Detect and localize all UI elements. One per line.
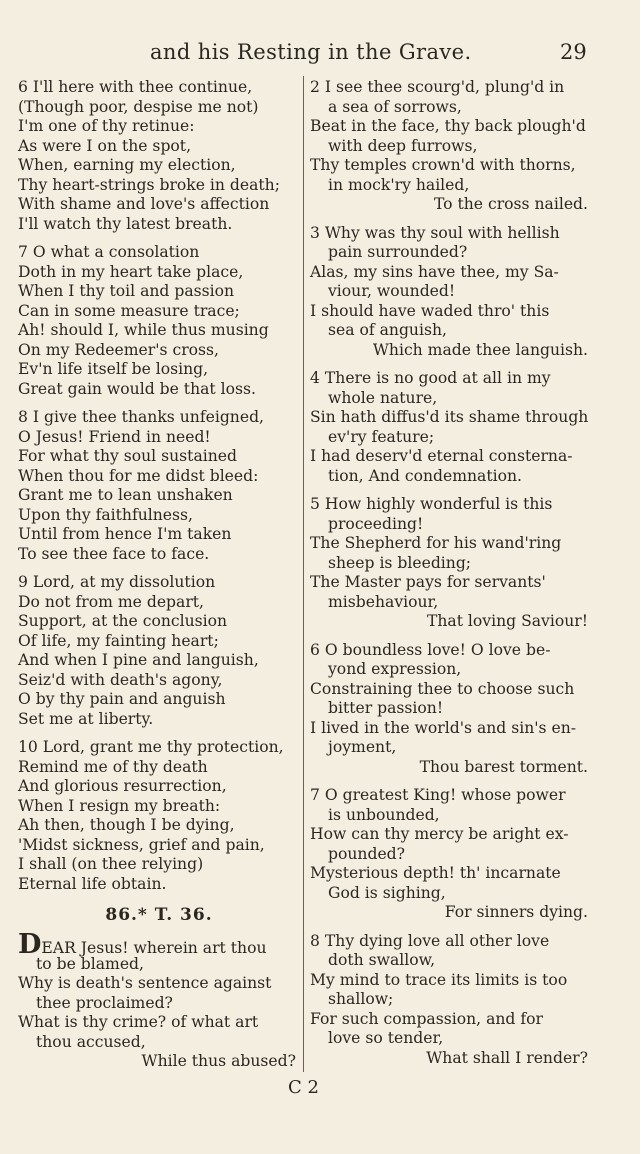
verse-line: Doth in my heart take place, — [18, 262, 244, 281]
verse-line: I lived in the world's and sin's en- — [310, 718, 577, 737]
verse-line: As were I on the spot, — [18, 136, 192, 155]
verse-line: 3 Why was thy soul with hellish — [310, 223, 560, 242]
stanza — [310, 786, 592, 923]
hymn-first-line — [18, 929, 300, 960]
verse-line: And when I pine and languish, — [18, 651, 259, 669]
stanza — [310, 495, 592, 632]
verse-line: yond expression, — [328, 660, 462, 678]
stanza — [18, 573, 300, 729]
verse-line: a sea of sorrows, — [328, 97, 462, 116]
verse-line: Grant me to lean unshaken — [18, 486, 233, 504]
signature-mark: C 2 — [288, 1077, 319, 1098]
verse-line: God is sighing, — [328, 883, 446, 902]
verse-line: Ev'n life itself be losing, — [18, 360, 209, 378]
verse-line: Remind me of thy death — [18, 757, 208, 776]
verse-line: 8 I give thee thanks unfeigned, — [18, 408, 265, 426]
verse-line: sheep is bleeding; — [328, 553, 472, 572]
verse-line: in mock'ry hailed, — [328, 175, 470, 194]
verse-line: pain surrounded? — [328, 243, 468, 261]
verse-line: 10 Lord, grant me thy protection, — [18, 738, 284, 756]
stanza — [18, 243, 300, 399]
verse-line: I'll watch thy latest breath. — [18, 214, 233, 233]
verse-line: Of life, my fainting heart; — [18, 631, 219, 650]
verse-line: doth swallow, — [328, 951, 436, 969]
verse-line: thou accused, — [36, 1032, 146, 1051]
stanza — [310, 641, 592, 778]
verse-line: The Shepherd for his wand'ring — [310, 534, 562, 552]
verse-line: with deep furrows, — [328, 136, 478, 155]
left-stanzas — [18, 78, 300, 894]
verse-line: I had deserv'd eternal consterna- — [310, 447, 573, 465]
stanza — [310, 224, 592, 361]
verse-line: is unbounded, — [328, 805, 440, 824]
verse-line: O by thy pain and anguish — [18, 690, 226, 708]
verse-line: With shame and love's affection — [18, 195, 270, 213]
verse-line: To the cross nailed. — [433, 195, 588, 213]
verse-line: love so tender, — [328, 1029, 444, 1047]
verse-line: tion, And condemnation. — [328, 466, 522, 485]
verse-line: ev'ry feature; — [328, 427, 435, 446]
stanza — [310, 78, 592, 215]
column-divider — [303, 76, 304, 1072]
verse-line: Thy temples crown'd with thorns, — [310, 156, 576, 174]
verse-line: Eternal life obtain. — [18, 874, 167, 893]
verse-line: Do not from me depart, — [18, 592, 204, 611]
verse-line: pounded? — [328, 844, 406, 863]
left-column — [18, 78, 300, 1072]
verse-line: How can thy mercy be aright ex- — [310, 825, 569, 843]
new-hymn-lines — [18, 955, 300, 1072]
first-line-text: EAR Jesus! wherein art thou — [41, 939, 267, 957]
verse-line: thee proclaimed? — [36, 993, 173, 1012]
verse-line: sea of anguish, — [328, 321, 447, 339]
verse-line: Mysterious depth! th' incarnate — [310, 864, 561, 882]
verse-line: O Jesus! Friend in need! — [18, 427, 211, 446]
verse-line: proceeding! — [328, 514, 424, 533]
verse-line: 8 Thy dying love all other love — [310, 931, 550, 950]
verse-line: When I thy toil and passion — [18, 282, 235, 300]
verse-line: bitter passion! — [328, 699, 444, 717]
verse-line: When I resign my breath: — [18, 796, 221, 815]
stanza — [310, 369, 592, 486]
right-stanzas — [310, 78, 592, 1068]
verse-line: Alas, my sins have thee, my Sa- — [310, 262, 559, 281]
right-column — [310, 78, 592, 1077]
stanza — [18, 78, 300, 234]
stanza — [18, 408, 300, 564]
verse-line: Sin hath diffus'd its shame through — [310, 408, 589, 426]
stanza — [18, 738, 300, 894]
verse-line: I shall (on thee relying) — [18, 855, 204, 873]
verse-line: Ah then, though I be dying, — [18, 816, 235, 834]
verse-line: to be blamed, — [36, 954, 144, 973]
verse-line: Why is death's sentence against — [18, 974, 272, 992]
verse-line: The Master pays for servants' — [310, 573, 546, 591]
verse-line: 7 O what a consolation — [18, 243, 200, 261]
verse-line: For sinners dying. — [444, 903, 588, 921]
verse-line: 'Midst sickness, grief and pain, — [18, 835, 265, 854]
verse-line: On my Redeemer's cross, — [18, 340, 219, 359]
verse-line: 6 I'll here with thee continue, — [18, 78, 253, 96]
verse-line: I'm one of thy retinue: — [18, 117, 195, 135]
verse-line: joyment, — [328, 738, 397, 756]
verse-line: Great gain would be that loss. — [18, 379, 256, 398]
verse-line: What shall I render? — [426, 1048, 588, 1067]
verse-line: 6 O boundless love! O love be- — [310, 640, 551, 659]
verse-line: Thy heart-strings broke in death; — [18, 175, 280, 194]
verse-line: Until from hence I'm taken — [18, 525, 232, 543]
new-hymn — [18, 929, 300, 1072]
verse-line: 7 O greatest King! whose power — [310, 786, 566, 804]
verse-line: For such compassion, and for — [310, 1009, 543, 1028]
page-header — [0, 36, 640, 72]
verse-line: misbehaviour, — [328, 592, 439, 611]
verse-line: That loving Saviour! — [426, 612, 588, 630]
verse-line: 5 How highly wonderful is this — [310, 495, 553, 513]
verse-line: To see thee face to face. — [18, 544, 210, 563]
verse-line: Can in some measure trace; — [18, 301, 240, 320]
verse-line: Seiz'd with death's agony, — [18, 670, 223, 689]
verse-line: When thou for me didst bleed: — [18, 466, 259, 485]
verse-line: What is thy crime? of what art — [18, 1013, 259, 1031]
verse-line: I should have waded thro' this — [310, 301, 550, 320]
verse-line: For what thy soul sustained — [18, 447, 237, 465]
verse-line: shallow; — [328, 990, 394, 1008]
verse-line: Beat in the face, thy back plough'd — [310, 117, 586, 135]
verse-line: Set me at liberty. — [18, 709, 154, 728]
running-head: and his Resting in the Grave. — [150, 40, 472, 64]
verse-line: And glorious resurrection, — [18, 777, 227, 795]
verse-line: 9 Lord, at my dissolution — [18, 573, 216, 591]
verse-line: (Though poor, despise me not) — [18, 97, 259, 116]
page-number: 29 — [560, 40, 587, 64]
verse-line: Thou barest torment. — [419, 757, 588, 776]
verse-line: viour, wounded! — [328, 282, 456, 300]
verse-line: When, earning my election, — [18, 156, 236, 174]
verse-line: 2 I see thee scourg'd, plung'd in — [310, 78, 565, 96]
dropcap: D — [18, 929, 42, 960]
verse-line: Ah! should I, while thus musing — [18, 321, 269, 339]
verse-line: Support, at the conclusion — [18, 612, 228, 630]
verse-line: My mind to trace its limits is too — [310, 970, 568, 989]
verse-line: While thus abused? — [141, 1052, 296, 1070]
verse-line: 4 There is no good at all in my — [310, 369, 551, 387]
verse-line: Upon thy faithfulness, — [18, 505, 193, 524]
stanza — [310, 932, 592, 1069]
hymn-heading: 86.* T. 36. — [105, 905, 213, 925]
verse-line: whole nature, — [328, 388, 438, 407]
verse-line: Constraining thee to choose such — [310, 679, 575, 698]
verse-line: Which made thee languish. — [372, 340, 588, 359]
